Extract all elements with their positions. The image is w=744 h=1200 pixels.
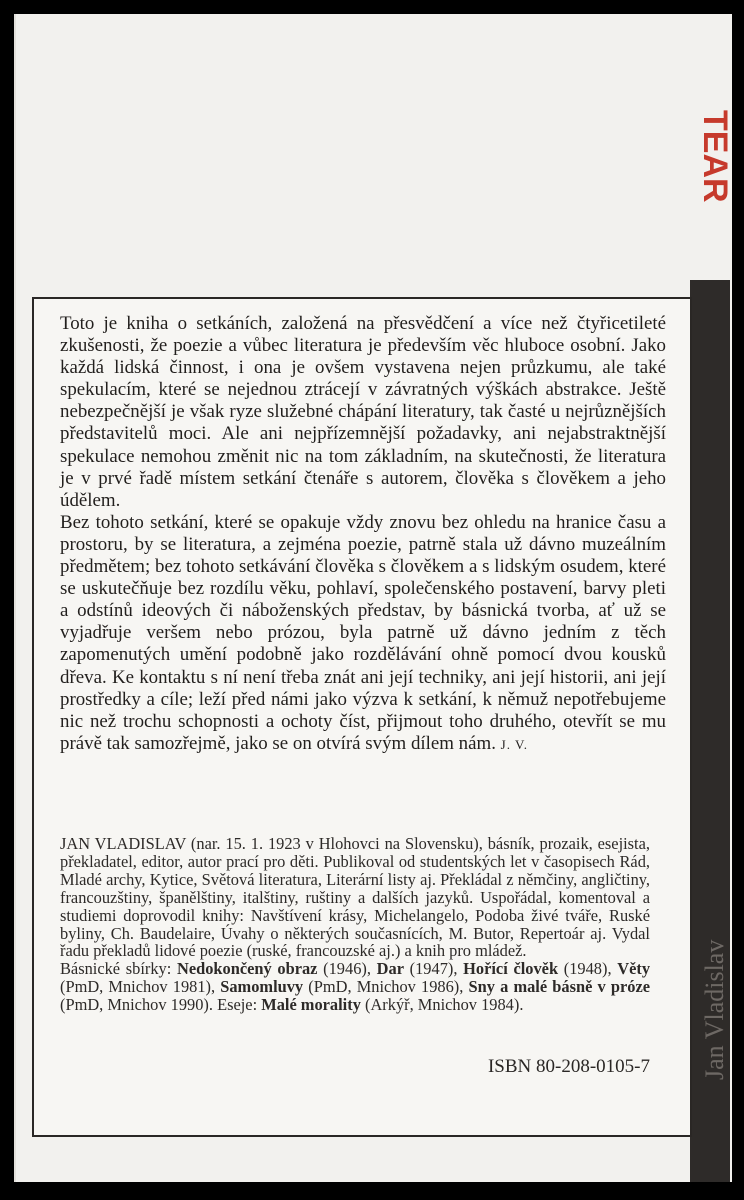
blurb-paragraph-2-text: Bez tohoto setkání, které se opakuje vždy znovu bez ohledu na hranice času a prostoru, by se literatura, a zejména poezie, patrně stala už dávno muzeálním předmětem; bez tohoto setkávání člověka s člověkem a s lidským osudem, které se uskutečňuje bez rozdílu věku, pohlaví, společenského postavení, barvy pleti a odstínů ideových či náboženských představ, by básnická tvorba, ať už se vyjadřuje veršem nebo prózou, byla patrně už dávno jedním z těch zapomenutých umění podobně jako rozdělávání ohně pomocí dvou kousků dřeva. Ke kontaktu s ní není třeba znát ani její techniky, ani její historii, ani její prostředky a cíle; leží před námi jako výzva k setkání, k němuž nepotřebujeme nic než trochu schopnosti a ochoty číst, přijmout toho druhého, otevřít se mu právě tak samozřejmě, jako se on otvírá svým dílem nám. [60, 511, 666, 754]
work-title: Malé morality [261, 995, 361, 1015]
bio-text: JAN VLADISLAV (nar. 15. 1. 1923 v Hlohovci na Slovensku), básník, prozaik, esejista, překladatel, editor, autor prací pro děti. Publikoval od studentských let v časopisech Rád, Mladé archy, Kytice, Světová literatura, Literární listy aj. Překládal z němčiny, angličtiny, francouzštiny, španělštiny, italštiny, ruštiny a dalších jazyků. Uspořádal, komentoval a studiemi doprovodil knihy: Navštívení krásy, Michelangelo, Podoba živé tváře, Ruské byliny, Ch. Baudelaire, Úvahy o některých současnících, M. Butor, Repertoár aj. Vydal řadu překladů lidové poezie (ruské, francouzské aj.) a knih pro mládež. [60, 834, 650, 961]
signature: J. V. [500, 736, 528, 752]
blurb-paragraph-2 [60, 512, 666, 756]
work-info: (PmD, Mnichov 1990). Eseje: [60, 995, 262, 1015]
work-title: Sny a malé básně v próze [468, 977, 651, 997]
spine-title-fragment: TEAR [696, 110, 734, 203]
work-info: (1948), [558, 959, 618, 979]
work-title: Nedokončený obraz [177, 959, 318, 979]
work-title: Samomluvy [220, 977, 304, 997]
work-title: Věty [617, 959, 651, 979]
work-title: Hořící člověk [463, 959, 559, 979]
bio-works [60, 960, 650, 1014]
spine-author-name: Jan Vladislav [700, 939, 729, 1080]
work-title: Dar [376, 959, 404, 979]
author-bio [60, 835, 650, 1014]
blurb [60, 313, 666, 756]
blurb-paragraph-1: Toto je kniha o setkáních, založená na přesvědčení a více než čtyřicetileté zkušenosti, že poezie a vůbec literatura je především věc hluboce osobní. Jako každá lidská činnost, i ona je ovšem vystavena nejen průzkumu, ale také spekulacím, které se nejednou ztrácejí v závratných výškách abstrakce. Ještě nebezpečnější je však ryze služebné chápání literatury, tak časté u nejrůznějších představitelů moci. Ale ani nejpřízemnější požadavky, ani nejabstraktnější spekulace nemohou změnit nic na tom základním, na skutečnosti, že literatura je v prvé řadě místem setkání čtenáře s autorem, člověka s člověkem a jeho údělem. [60, 313, 666, 511]
work-info: (1947), [403, 959, 464, 979]
works-intro: Básnické sbírky: [60, 959, 177, 979]
work-info: (1946), [317, 959, 377, 979]
isbn: ISBN 80-208-0105-7 [487, 1056, 650, 1077]
work-info: (Arkýř, Mnichov 1984). [360, 995, 524, 1015]
work-info: (PmD, Mnichov 1986), [303, 977, 469, 997]
work-info: (PmD, Mnichov 1981), [60, 977, 221, 997]
